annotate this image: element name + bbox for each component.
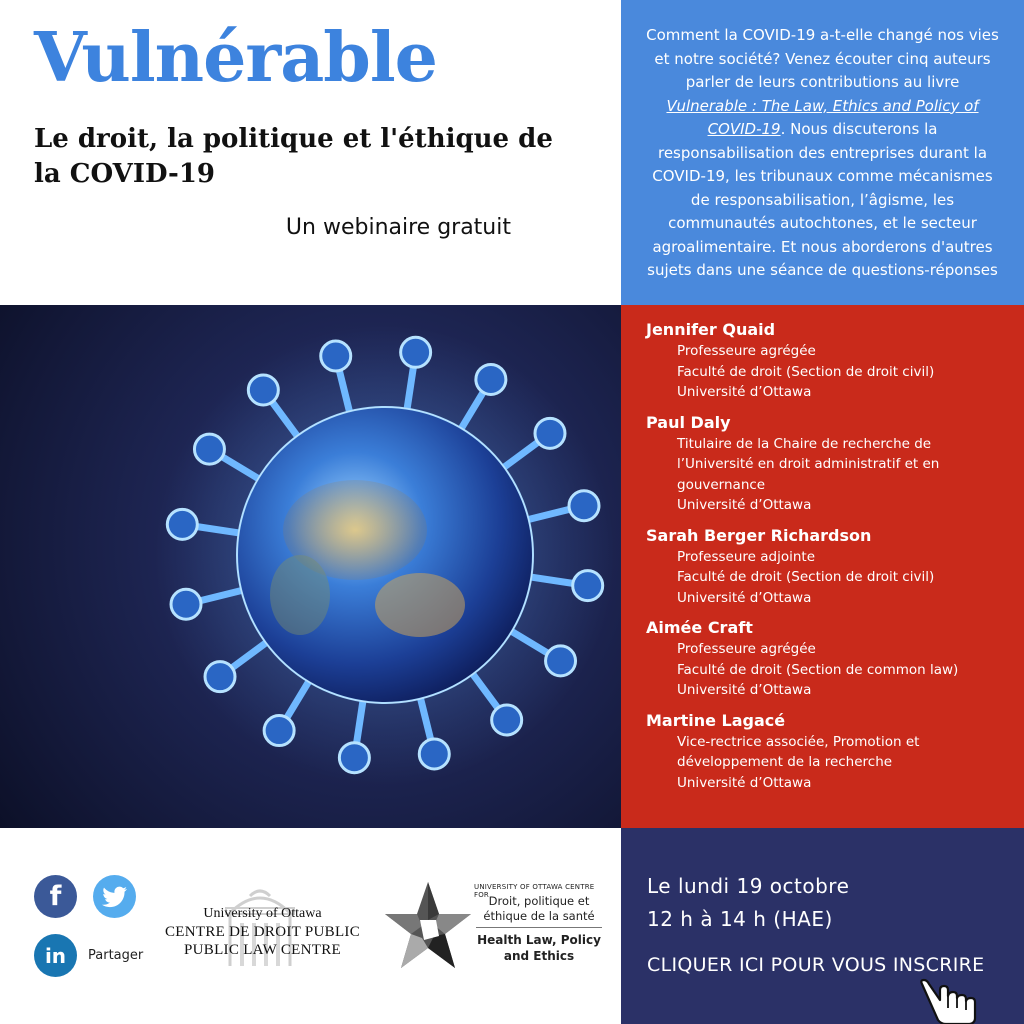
speaker-entry [646,319,1006,403]
health-law-french-name: Droit, politique et éthique de la santé [483,894,595,923]
speaker-detail: Université d’Ottawa [677,497,812,513]
speaker-detail: Professeure adjointe [677,548,816,565]
virus-spike-head [205,662,235,692]
star-logo-icon [384,880,472,972]
speaker-detail: Université d’Ottawa [677,774,812,791]
facebook-icon[interactable]: f [34,875,77,918]
header [0,0,621,305]
virus-spike-head [419,739,449,769]
virus-spike-head [264,716,294,746]
register-link[interactable]: CLIQUER ICI POUR VOUS INSCRIRE [647,954,985,976]
virus-spike-head [248,375,278,405]
speaker-entry [646,710,1006,794]
public-law-centre-logo[interactable] [160,878,365,973]
speaker-entry [646,412,1006,516]
virus-spike-head [401,337,431,367]
virus-spike-head [476,364,506,394]
speaker-entry [646,617,1006,701]
public-law-line2: CENTRE DE DROIT PUBLIC [164,924,361,940]
speaker-detail: Faculté de droit (Section de droit civil) [677,569,935,585]
speaker-detail: Faculté de droit (Section de droit civil) [677,363,935,380]
event-description [621,0,1024,305]
footer-logos [0,828,621,1024]
speaker-name: Aimée Craft [646,618,753,637]
health-law-divider [476,927,602,928]
book-title-link[interactable]: Vulnerable : The Law, Ethics and Policy of COVID-19 [666,96,979,138]
health-law-centre-logo[interactable] [384,880,609,975]
virus-spike-head [339,743,369,773]
speaker-detail: Université d’Ottawa [677,589,812,606]
health-law-english-name: Health Law, Policy and Ethics [477,933,601,963]
public-law-line1: University of Ottawa [203,906,322,921]
speaker-detail: Faculté de droit (Section de common law) [677,661,959,678]
twitter-bird-icon [102,886,128,908]
virus-spike-head [492,705,522,735]
virus-spike-head [167,509,197,539]
speakers-panel [621,305,1024,828]
share-label: Partager [88,948,144,963]
speaker-detail: Professeure agrégée [677,343,816,359]
description-text-after: . Nous discuterons la responsabilisation des entreprises durant la COVID-19, les tribunaux comme mécanismes de responsabilisation, l’âgisme, les communautés autochtones, et le secteur agroalimentaire. Et nous aborderons d'autres sujets dans une séance de questions-réponses [647,120,998,279]
event-panel [621,828,1024,1024]
covid-virus-image [0,305,621,828]
twitter-icon[interactable] [93,875,136,918]
virus-spike-head [546,646,576,676]
speaker-detail: Titulaire de la Chaire de recherche de l’Université en droit administratif et en gouvernance [677,435,940,493]
speaker-detail: Université d’Ottawa [677,682,812,698]
speaker-detail: Université d’Ottawa [677,384,812,400]
webinar-tagline: Un webinaire gratuit [285,215,511,240]
linkedin-icon[interactable]: in [34,934,77,977]
virus-spike-head [569,491,599,521]
speaker-name: Paul Daly [646,412,731,432]
speaker-entry [646,525,1006,609]
speaker-name: Sarah Berger Richardson [646,525,872,545]
virus-illustration [0,305,621,828]
speaker-name: Martine Lagacé [646,710,786,730]
speaker-detail: Vice-rectrice associée, Promotion et développement de la recherche [677,733,920,770]
virus-spike-head [573,571,603,601]
virus-spike-head [194,434,224,464]
virus-spike-head [535,418,565,448]
public-law-line3: PUBLIC LAW CENTRE [184,942,341,958]
pointing-hand-icon [916,978,988,1024]
speaker-detail: Professeure agrégée [677,641,816,657]
health-law-small-caption: UNIVERSITY OF OTTAWA CENTRE FOR [474,883,595,899]
virus-spike-head [321,341,351,371]
description-text-before: Comment la COVID-19 a-t-elle changé nos vies et notre société? Venez écouter cinq auteurs parler de leurs contributions au livre [646,26,999,91]
speaker-name: Jennifer Quaid [646,320,776,339]
globe-continent [375,573,465,637]
event-time: 12 h à 14 h (HAE) [647,907,833,931]
page-title: Vulnérable [34,18,437,98]
event-date: Le lundi 19 octobre [647,874,850,898]
page-subtitle: Le droit, la politique et l'éthique de la COVID-19 [34,124,553,189]
globe-continent [270,555,330,635]
virus-spike-head [171,589,201,619]
